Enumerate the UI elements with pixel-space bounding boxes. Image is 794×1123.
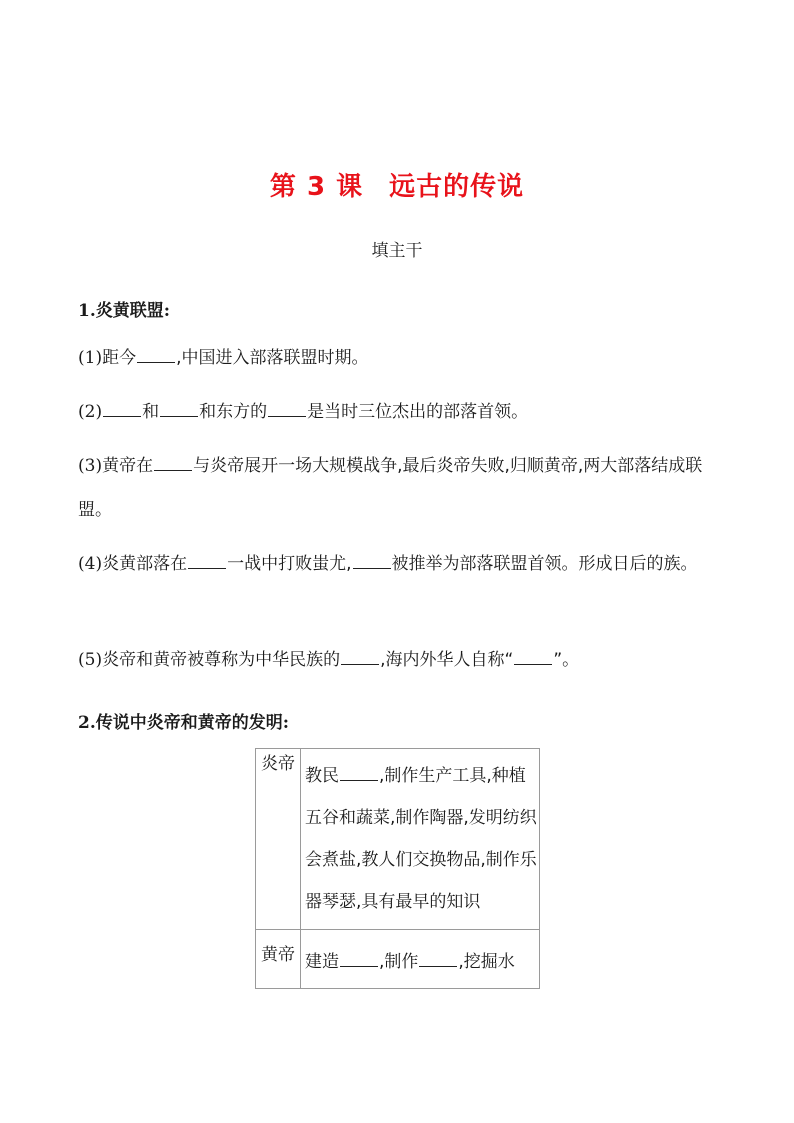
- section-1-heading: 1.炎黄联盟:: [78, 301, 171, 321]
- answer-blank[interactable]: [103, 400, 141, 417]
- answer-blank[interactable]: [160, 400, 198, 417]
- answer-blank[interactable]: [353, 552, 391, 569]
- answer-blank[interactable]: [340, 764, 378, 781]
- row-content-huangdi: 建造 ,制作 ,挖掘水: [301, 930, 540, 989]
- question-1-5: (5)炎帝和黄帝被尊称为中华民族的 ,海内外华人自称“ ”。: [78, 650, 580, 670]
- lesson-title: [0, 166, 794, 203]
- question-number: (1): [78, 348, 103, 368]
- row-content-yandi: 教民 ,制作生产工具,种植五谷和蔬菜,制作陶器,发明纺织会煮盐,教人们交换物品,制作乐器琴瑟,具有最早的知识: [301, 749, 540, 930]
- question-1-4: (4)炎黄部落在 一战中打败蚩尤, 被推举为部落联盟首领。形成日后的族。: [78, 554, 698, 574]
- section-subtitle: 填主干: [371, 241, 423, 261]
- lesson-number: 第 3 课: [269, 172, 364, 202]
- table-row: [256, 930, 540, 989]
- answer-blank[interactable]: [188, 552, 226, 569]
- answer-blank[interactable]: [268, 400, 306, 417]
- row-label-yandi: 炎帝: [256, 749, 301, 930]
- question-number: (2): [78, 402, 103, 422]
- lesson-name: 远古的传说: [389, 172, 525, 202]
- question-number: (5): [78, 650, 103, 670]
- question-1-2: (2) 和 和东方的 是当时三位杰出的部落首领。: [78, 402, 529, 422]
- question-number: (3): [78, 456, 103, 476]
- question-1-1: (1)距今 ,中国进入部落联盟时期。: [78, 348, 369, 368]
- section-2-heading: 2.传说中炎帝和黄帝的发明:: [78, 713, 290, 733]
- inventions-table: [255, 748, 540, 989]
- row-label-huangdi: 黄帝: [256, 930, 301, 989]
- answer-blank[interactable]: [137, 346, 175, 363]
- question-number: (4): [78, 554, 103, 574]
- question-1-3: (3)黄帝在 与炎帝展开一场大规模战争,最后炎帝失败,归顺黄帝,两大部落结成联盟。: [78, 456, 703, 520]
- answer-blank[interactable]: [341, 648, 379, 665]
- answer-blank[interactable]: [419, 950, 457, 967]
- answer-blank[interactable]: [514, 648, 552, 665]
- answer-blank[interactable]: [154, 454, 192, 471]
- answer-blank[interactable]: [340, 950, 378, 967]
- table-row: [256, 749, 540, 930]
